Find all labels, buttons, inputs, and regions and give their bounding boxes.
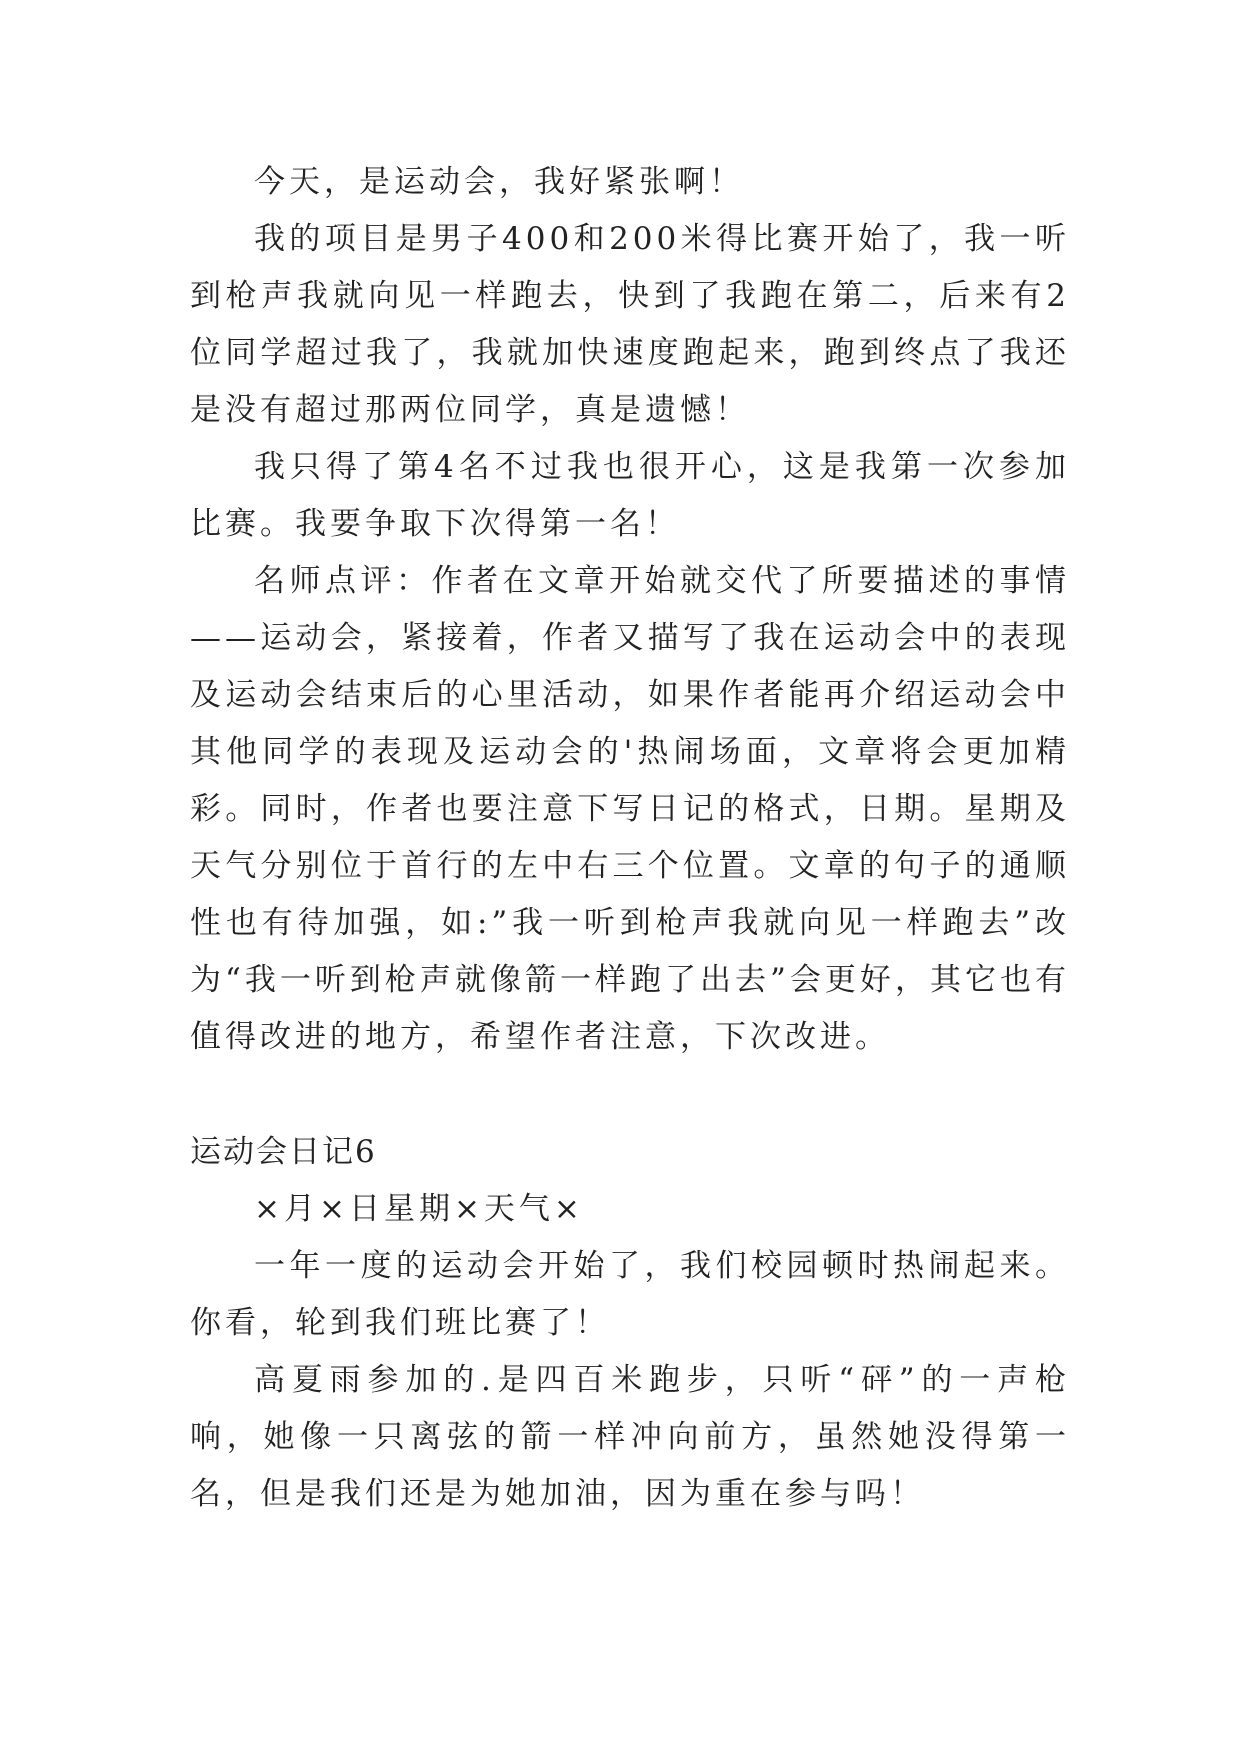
- paragraph-result: 我只得了第4名不过我也很开心，这是我第一次参加比赛。我要争取下次得第一名！: [190, 449, 1070, 542]
- paragraph-race: 我的项目是男子400和200米得比赛开始了，我一听到枪声我就向见一样跑去，快到了我跑在第二，后来有2位同学超过我了，我就加快速度跑起来，跑到终点了我还是没有超过那两位同学，真是遗憾！: [190, 221, 1070, 428]
- diary-title: 运动会日记6: [190, 1134, 377, 1170]
- paragraph-teacher-comment: 名师点评：作者在文章开始就交代了所要描述的事情——运动会，紧接着，作者又描写了我在运动会中的表现及运动会结束后的心里活动，如果作者能再介绍运动会中其他同学的表现及运动会的'热闹场面，文章将会更加精彩。同时，作者也要注意下写日记的格式，日期。星期及天气分别位于首行的左中右三个位置。文章的句子的通顺性也有待加强，如:”我一听到枪声我就向见一样跑去”改为“我一听到枪声就像箭一样跑了出去”会更好，其它也有值得改进的地方，希望作者注意，下次改进。: [190, 563, 1070, 1055]
- document-body: [190, 154, 1070, 1523]
- diary-paragraph-opening: 一年一度的运动会开始了，我们校园顿时热闹起来。你看，轮到我们班比赛了！: [190, 1248, 1070, 1341]
- paragraph-intro: 今天，是运动会，我好紧张啊！: [254, 164, 744, 200]
- diary-date-line: ×月×日星期×天气×: [254, 1191, 584, 1227]
- diary-paragraph-race: 高夏雨参加的.是四百米跑步，只听“砰”的一声枪响，她像一只离弦的箭一样冲向前方，虽然她没得第一名，但是我们还是为她加油，因为重在参与吗！: [190, 1362, 1070, 1512]
